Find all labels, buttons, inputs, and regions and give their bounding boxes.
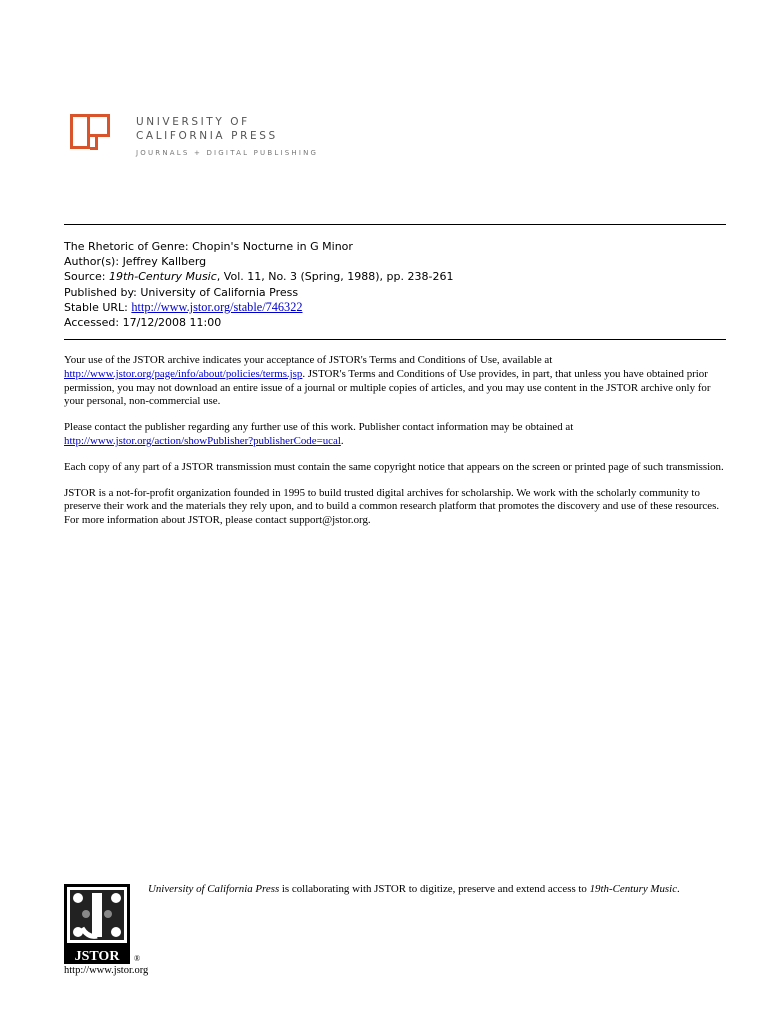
source-details: , Vol. 11, No. 3 (Spring, 1988), pp. 238-261 — [216, 270, 454, 284]
author-name: Jeffrey Kallberg — [122, 255, 207, 269]
collab-journal: 19th-Century Music — [589, 883, 678, 895]
publisher-contact-paragraph — [64, 421, 724, 449]
jstor-logo-text: JSTOR — [74, 949, 120, 964]
collab-middle: is collaborating with JSTOR to digitize, preserve and extend access to — [279, 883, 590, 895]
jstor-url: http://www.jstor.org — [64, 965, 149, 976]
top-divider — [64, 224, 726, 225]
registered-mark: ® — [134, 954, 141, 963]
publisher-logo — [70, 114, 370, 162]
terms-text-1: Your use of the JSTOR archive indicates your acceptance of JSTOR's Terms and Conditions of Use, available at — [64, 354, 553, 366]
jstor-logo-icon — [64, 884, 144, 964]
publisher-name: University of California Press — [140, 285, 299, 299]
collaboration-note — [148, 884, 723, 896]
published-label: Published by: — [64, 285, 137, 299]
terms-paragraph — [64, 354, 724, 409]
stable-url-label: Stable URL: — [64, 300, 128, 314]
terms-body — [64, 354, 724, 540]
article-metadata — [64, 239, 726, 330]
bottom-divider — [64, 339, 726, 340]
accessed-line — [64, 315, 726, 330]
article-title: The Rhetoric of Genre: Chopin's Nocturne in G Minor — [64, 240, 353, 253]
stable-url-line — [64, 300, 726, 315]
author-line — [64, 254, 726, 269]
source-label: Source: — [64, 270, 106, 284]
contact-text: Please contact the publisher regarding any further use of this work. Publisher contact information may be obtained at — [64, 421, 574, 434]
publisher-contact-link[interactable]: http://www.jstor.org/action/showPublisher?publisherCode=ucal — [64, 434, 341, 447]
logo-line-3: JOURNALS + DIGITAL PUBLISHING — [136, 149, 319, 157]
journal-name: 19th-Century Music — [109, 270, 217, 284]
publisher-line — [64, 285, 726, 300]
copyright-paragraph: Each copy of any part of a JSTOR transmission must contain the same copyright notice that appears on the screen or printed page of such transmission. — [64, 460, 724, 473]
stable-url-link[interactable]: http://www.jstor.org/stable/746322 — [131, 299, 303, 314]
collab-publisher: University of California Press — [148, 883, 280, 895]
ucpress-logo-icon — [70, 114, 114, 154]
collab-end: . — [677, 883, 680, 895]
logo-line-1: UNIVERSITY OF — [136, 116, 250, 128]
jstor-about-paragraph: JSTOR is a not-for-profit organization founded in 1995 to build trusted digital archives for scholarship. We work with the scholarly community to preserve their work and the materials they rely upon, and to build a common research platform that promotes the discovery and use of these resources. For more information about JSTOR, please contact support@jstor.org. — [64, 486, 720, 527]
source-line — [64, 269, 726, 284]
terms-text-2: . JSTOR's Terms and Conditions of Use provides, in part, that unless you have obtained prior permission, you may not download an entire issue of a journal or multiple copies of articles, and you may use content in the JSTOR archive only for your personal, non-commercial use. — [64, 367, 711, 408]
terms-link[interactable]: http://www.jstor.org/page/info/about/policies/terms.jsp — [64, 367, 303, 380]
logo-line-2: CALIFORNIA PRESS — [136, 130, 278, 142]
accessed-date: 17/12/2008 11:00 — [122, 316, 222, 330]
contact-end: . — [340, 434, 344, 447]
author-label: Author(s): — [64, 255, 120, 269]
accessed-label: Accessed: — [64, 316, 120, 330]
